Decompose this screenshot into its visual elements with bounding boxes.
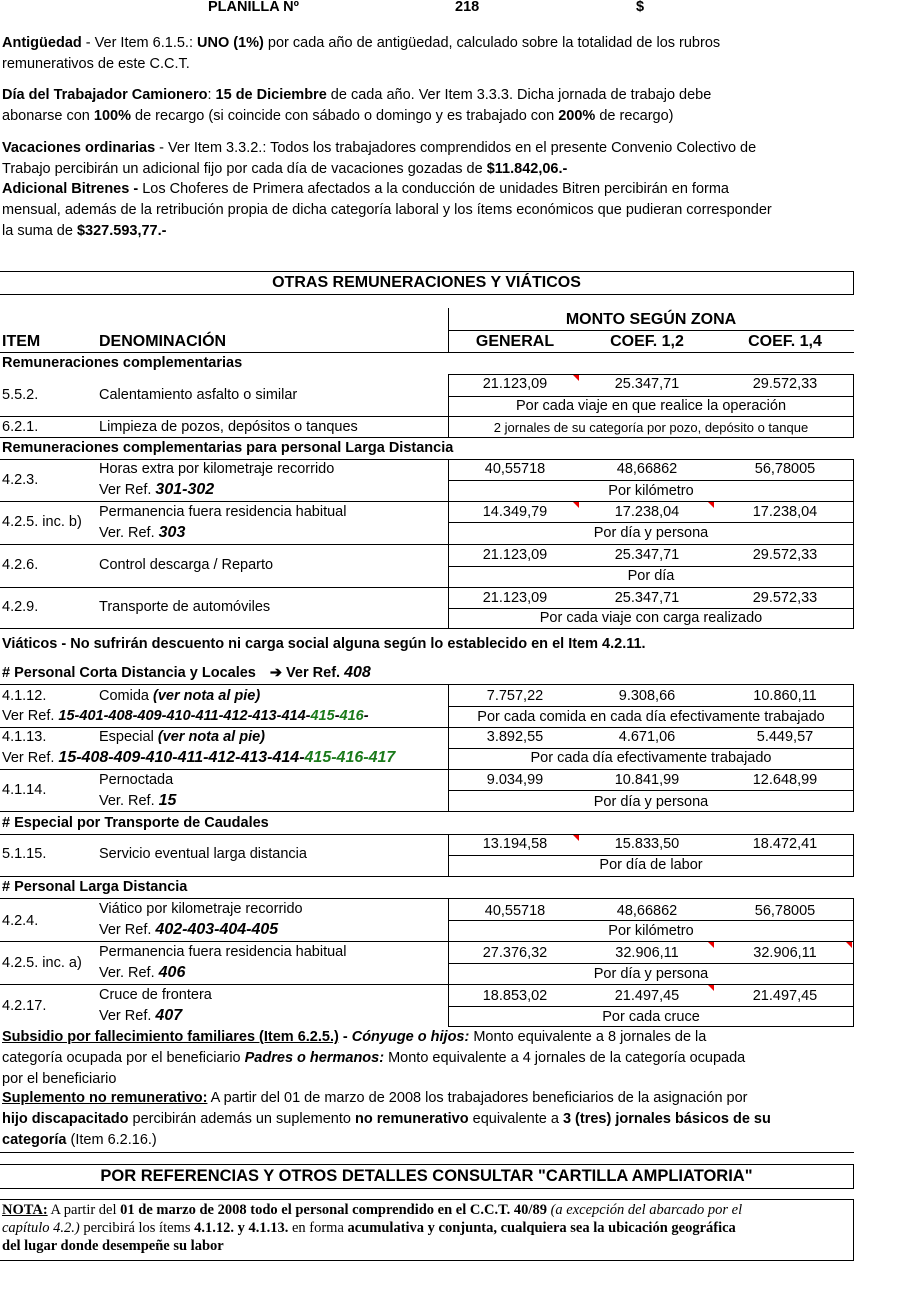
item-denominacion: Cruce de frontera	[99, 987, 212, 1003]
value-coef12: 17.238,04	[614, 504, 680, 520]
value-note: 2 jornales de su categoría por pozo, depósito o tanque	[493, 420, 809, 435]
suplemento-line3: categoría (Item 6.2.16.)	[2, 1132, 157, 1148]
value-coef14: 29.572,33	[752, 547, 818, 563]
divider	[448, 608, 854, 609]
currency-symbol: $	[636, 0, 645, 15]
item-code: 6.2.1.	[2, 419, 39, 435]
value-coef14: 21.497,45	[752, 988, 818, 1004]
divider	[0, 769, 854, 770]
divider	[0, 1152, 854, 1153]
item-code: 5.5.2.	[2, 387, 39, 403]
divider	[0, 628, 448, 629]
value-general: 40,55718	[484, 461, 546, 477]
value-coef14: 29.572,33	[752, 376, 818, 392]
comment-marker	[708, 502, 714, 508]
value-general: 14.349,79	[482, 504, 548, 520]
item-code: 4.2.6.	[2, 557, 39, 573]
value-coef14: 29.572,33	[752, 590, 818, 606]
value-coef12: 4.671,06	[618, 729, 676, 745]
nota-line3: del lugar donde desempeñe su labor	[2, 1238, 224, 1254]
item-denominacion: Comida (ver nota al pie)	[99, 688, 261, 704]
item-denominacion: Control descarga / Reparto	[99, 557, 274, 573]
item-reference: Ver. Ref. 15	[99, 792, 177, 809]
monto-header: MONTO SEGÚN ZONA	[565, 311, 737, 328]
suplemento-line1: Suplemento no remunerativo: A partir del 01 de marzo de 2008 los trabajadores beneficiarios de la asignación por	[2, 1090, 748, 1106]
item-reference: Ver Ref. 407	[99, 1007, 183, 1024]
value-coef12: 10.841,99	[614, 772, 680, 788]
value-coef14: 56,78005	[754, 903, 816, 919]
value-coef12: 25.347,71	[614, 547, 680, 563]
divider	[0, 416, 448, 417]
antiguedad-line1: Antigüedad - Ver Item 6.1.5.: UNO (1%) por cada año de antigüedad, calculado sobre la totalidad de los rubros	[2, 35, 721, 51]
value-note: Por cada día efectivamente trabajado	[530, 750, 772, 766]
value-coef12: 9.308,66	[618, 688, 676, 704]
value-general: 21.123,09	[482, 590, 548, 606]
value-note: Por cada viaje con carga realizado	[539, 610, 763, 626]
antiguedad-line2: remunerativos de este C.C.T.	[2, 56, 190, 72]
value-note: Por cada cruce	[602, 1009, 700, 1025]
nota-line1: NOTA: A partir del 01 de marzo de 2008 todo el personal comprendido en el C.C.T. 40/89 (a excepción del abarcado por el	[2, 1202, 743, 1218]
cartilla-text: POR REFERENCIAS Y OTROS DETALLES CONSULTAR "CARTILLA AMPLIATORIA"	[100, 1167, 753, 1185]
divider	[448, 706, 854, 707]
value-general: 27.376,32	[482, 945, 548, 961]
item-code: 4.1.13.	[2, 729, 47, 745]
divider	[0, 834, 448, 835]
value-coef12: 48,66862	[616, 461, 678, 477]
divider	[448, 480, 854, 481]
comment-marker	[573, 375, 579, 381]
value-general: 21.123,09	[482, 376, 548, 392]
cartilla-box	[0, 1164, 854, 1189]
item-code: 4.2.3.	[2, 472, 39, 488]
item-code: 4.1.12.	[2, 688, 47, 704]
value-coef14: 56,78005	[754, 461, 816, 477]
dia-camionero-line2: abonarse con 100% de recargo (si coincide con sábado o domingo y es trabajado con 200% de recargo)	[2, 108, 674, 124]
suplemento-line2: hijo discapacitado percibirán además un suplemento no remunerativo equivalente a 3 (tres) jornales básicos de su	[2, 1111, 771, 1127]
col-coef14: COEF. 1,4	[748, 333, 822, 350]
comment-marker	[846, 942, 852, 948]
item-denominacion: Permanencia fuera residencia habitual	[99, 504, 347, 520]
planilla-label: PLANILLA Nº	[208, 0, 299, 15]
subsidio-line3: por el beneficiario	[2, 1071, 117, 1087]
value-general: 3.892,55	[486, 729, 544, 745]
divider	[448, 330, 854, 331]
divider	[0, 501, 854, 502]
item-denominacion: Viático por kilometraje recorrido	[99, 901, 303, 917]
value-coef14: 17.238,04	[752, 504, 818, 520]
divider	[0, 437, 448, 438]
value-note: Por kilómetro	[608, 483, 694, 499]
col-coef12: COEF. 1,2	[610, 333, 684, 350]
value-coef14: 5.449,57	[756, 729, 814, 745]
value-note: Por día y persona	[593, 966, 709, 982]
divider	[448, 920, 854, 921]
item-denominacion: Limpieza de pozos, depósitos o tanques	[99, 419, 358, 435]
subsidio-line1: Subsidio por fallecimiento familiares (Item 6.2.5.) - Cónyuge o hijos: Monto equivalente a 8 jornales de la	[2, 1029, 707, 1045]
divider	[448, 566, 854, 567]
divider	[0, 352, 854, 353]
divider	[448, 1006, 854, 1007]
item-denominacion: Horas extra por kilometraje recorrido	[99, 461, 335, 477]
item-code: 4.2.17.	[2, 998, 47, 1014]
item-code: 5.1.15.	[2, 846, 47, 862]
arrow-icon: ➔	[269, 665, 283, 681]
divider	[0, 587, 854, 588]
comment-marker	[573, 502, 579, 508]
value-coef14: 32.906,11	[753, 945, 817, 961]
vacaciones-line1: Vacaciones ordinarias - Ver Item 3.3.2.: Todos los trabajadores comprendidos en el presente Convenio Colectivo de	[2, 140, 757, 156]
table-title: OTRAS REMUNERACIONES Y VIÁTICOS	[272, 274, 581, 291]
item-code: 4.2.5. inc. b)	[2, 514, 82, 530]
value-coef14: 10.860,11	[753, 688, 817, 704]
divider	[448, 396, 854, 397]
value-coef14: 18.472,41	[752, 836, 818, 852]
value-note: Por día	[627, 568, 675, 584]
item-code: 4.1.14.	[2, 782, 47, 798]
value-note: Por kilómetro	[608, 923, 694, 939]
divider	[0, 898, 448, 899]
value-note: Por cada viaje en que realice la operación	[515, 398, 787, 414]
item-reference: Ver. Ref. 406	[99, 964, 186, 981]
divider	[0, 459, 448, 460]
divider	[448, 855, 854, 856]
table-title-box	[0, 271, 854, 295]
value-coef12: 25.347,71	[614, 376, 680, 392]
section-personal-larga-distancia: # Personal Larga Distancia	[2, 879, 188, 895]
divider	[448, 748, 854, 749]
value-note: Por día y persona	[593, 525, 709, 541]
item-denominacion: Servicio eventual larga distancia	[99, 846, 307, 862]
viaticos-heading: Viáticos - No sufrirán descuento ni carga social alguna según lo establecido en el Item 4.2.11.	[2, 636, 646, 652]
value-general: 21.123,09	[482, 547, 548, 563]
item-reference: Ver Ref. 301-302	[99, 481, 215, 498]
item-denominacion: Transporte de automóviles	[99, 599, 271, 615]
vacaciones-line2: Trabajo percibirán un adicional fijo por cada día de vacaciones gozadas de $11.842,06.-	[2, 161, 568, 177]
section-complementarias: Remuneraciones complementarias	[2, 355, 243, 371]
divider	[0, 684, 448, 685]
col-denominacion: DENOMINACIÓN	[99, 333, 227, 350]
dia-camionero-line1: Día del Trabajador Camionero: 15 de Diciembre de cada año. Ver Item 3.3.3. Dicha jornada de trabajo debe	[2, 87, 712, 103]
comment-marker	[573, 835, 579, 841]
divider	[0, 544, 854, 545]
section-corta-distancia: # Personal Corta Distancia y Locales ➔ Ver Ref. 408	[2, 664, 371, 681]
bitrenes-line1: Adicional Bitrenes - Los Choferes de Primera afectados a la conducción de unidades Bitren percibirán en forma	[2, 181, 729, 197]
col-item: ITEM	[2, 333, 41, 350]
bitrenes-line3: la suma de $327.593,77.-	[2, 223, 167, 239]
item-denominacion: Pernoctada	[99, 772, 174, 788]
section-larga-distancia: Remuneraciones complementarias para personal Larga Distancia	[2, 440, 454, 456]
value-coef12: 21.497,45	[614, 988, 680, 1004]
value-coef12: 15.833,50	[614, 836, 680, 852]
value-note: Por día y persona	[593, 794, 709, 810]
item-code: 4.2.4.	[2, 913, 39, 929]
value-coef12: 32.906,11	[615, 945, 679, 961]
divider	[448, 790, 854, 791]
divider	[0, 811, 448, 812]
divider	[448, 522, 854, 523]
planilla-number: 218	[455, 0, 480, 15]
item-reference: Ver. Ref. 303	[99, 524, 186, 541]
comment-marker	[708, 985, 714, 991]
comment-marker	[708, 942, 714, 948]
divider	[0, 727, 854, 728]
item-reference: Ver Ref. 15-401-408-409-410-411-412-413-414-415-416-	[2, 708, 369, 724]
value-coef14: 12.648,99	[752, 772, 818, 788]
divider	[0, 941, 854, 942]
nota-line2: capítulo 4.2.) percibirá los ítems 4.1.12. y 4.1.13. en forma acumulativa y conjunta, cualquiera sea la ubicación geográfica	[2, 1220, 736, 1236]
item-code: 4.2.5. inc. a)	[2, 955, 82, 971]
subsidio-line2: categoría ocupada por el beneficiario Padres o hermanos: Monto equivalente a 4 jornales de la categoría ocupada	[2, 1050, 746, 1066]
section-caudales: # Especial por Transporte de Caudales	[2, 815, 269, 831]
item-reference: Ver Ref. 15-408-409-410-411-412-413-414-415-416-417	[2, 749, 396, 766]
value-general: 13.194,58	[482, 836, 548, 852]
bitrenes-line2: mensual, además de la retribución propia de dicha categoría laboral y los ítems económicos que pudieran corresponder	[2, 202, 772, 218]
value-general: 9.034,99	[486, 772, 544, 788]
item-denominacion: Especial (ver nota al pie)	[99, 729, 266, 745]
item-denominacion: Permanencia fuera residencia habitual	[99, 944, 347, 960]
divider	[0, 984, 854, 985]
divider	[0, 876, 448, 877]
item-reference: Ver Ref. 402-403-404-405	[99, 921, 279, 938]
value-coef12: 48,66862	[616, 903, 678, 919]
value-note: Por cada comida en cada día efectivamente trabajado	[477, 709, 825, 725]
divider	[448, 963, 854, 964]
value-general: 40,55718	[484, 903, 546, 919]
item-denominacion: Calentamiento asfalto o similar	[99, 387, 298, 403]
item-code: 4.2.9.	[2, 599, 39, 615]
col-general: GENERAL	[475, 333, 555, 350]
value-general: 18.853,02	[482, 988, 548, 1004]
value-coef12: 25.347,71	[614, 590, 680, 606]
value-general: 7.757,22	[486, 688, 544, 704]
value-note: Por día de labor	[599, 857, 703, 873]
